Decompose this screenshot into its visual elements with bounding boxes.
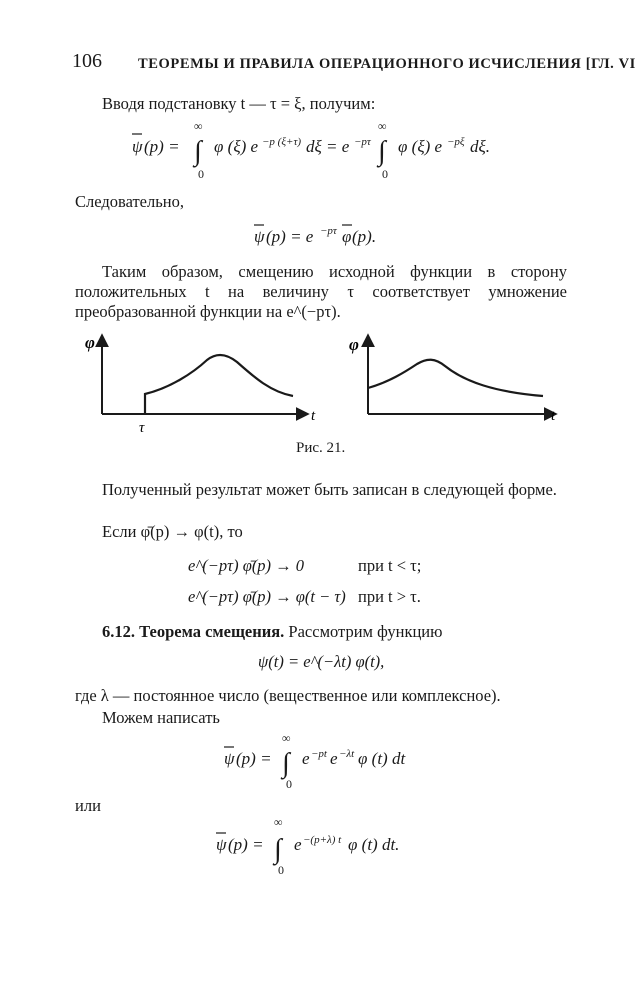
svg-text:(p) = e: (p) = e [266, 227, 314, 246]
svg-text:0: 0 [278, 863, 284, 877]
equation-2 [248, 218, 408, 252]
svg-text:φ (t) dt: φ (t) dt [358, 749, 406, 768]
section-number: 6.12. [102, 622, 135, 641]
left-x-label: t [311, 408, 316, 424]
figure-caption: Рис. 21. [296, 440, 346, 456]
svg-text:∫: ∫ [194, 136, 202, 167]
svg-text:−pt: −pt [311, 748, 327, 760]
svg-text:−pτ: −pτ [354, 136, 371, 148]
svg-text:∞: ∞ [274, 815, 283, 829]
svg-text:∞: ∞ [194, 119, 203, 133]
svg-text:ψ: ψ [254, 227, 265, 246]
svg-text:(p) =: (p) = [236, 749, 272, 768]
svg-text:0: 0 [382, 167, 388, 181]
condition-1-expression: e^(−pτ) φ̄(p) → 0 [188, 556, 305, 575]
right-y-label: φ [349, 335, 359, 354]
result-paragraph: Полученный результат может быть записан в следующей форме. [102, 480, 557, 499]
left-shifted-curve [145, 355, 293, 414]
svg-text:∫: ∫ [378, 136, 386, 167]
svg-text:(p) =: (p) = [144, 137, 180, 156]
svg-text:0: 0 [198, 167, 204, 181]
figure-21 [75, 328, 575, 438]
svg-text:e: e [330, 749, 338, 768]
svg-text:φ (ξ) e: φ (ξ) e [214, 137, 259, 156]
svg-text:0: 0 [286, 777, 292, 791]
svg-text:dξ.: dξ. [470, 137, 491, 156]
svg-text:ψ: ψ [132, 137, 143, 156]
equation-1 [120, 118, 540, 184]
equation-4 [218, 728, 448, 792]
svg-text:∫: ∫ [282, 748, 290, 779]
svg-text:∞: ∞ [282, 731, 291, 745]
left-tick-label: τ [139, 420, 145, 436]
section-heading [102, 622, 442, 642]
shift-paragraph: Таким образом, смещению исходной функции в сторону положительных t на величину τ соответствует умножение преобразованной функции на e^(−pτ). [75, 262, 567, 321]
running-title: ТЕОРЕМЫ И ПРАВИЛА ОПЕРАЦИОННОГО ИСЧИСЛЕНИЯ [ГЛ. VI [138, 56, 636, 72]
equation-5 [210, 812, 450, 878]
svg-text:ψ: ψ [224, 749, 235, 768]
svg-text:−pτ: −pτ [320, 225, 337, 237]
svg-text:−pξ: −pξ [447, 136, 465, 148]
if-line: Если φ̄(p) → φ(t), то [102, 522, 243, 541]
lambda-paragraph: где λ — постоянное число (вещественное или комплексное). [75, 686, 501, 705]
svg-text:∞: ∞ [378, 119, 387, 133]
condition-2-expression: e^(−pτ) φ̄(p) → φ(t − τ) [188, 587, 346, 606]
consequently-text: Следовательно, [75, 192, 184, 211]
left-y-label: φ [85, 333, 95, 352]
svg-text:(p) =: (p) = [228, 835, 264, 854]
svg-text:−(p+λ) t: −(p+λ) t [303, 834, 342, 846]
svg-text:−p (ξ+τ): −p (ξ+τ) [262, 136, 302, 148]
equation-3: ψ(t) = e^(−λt) φ(t), [258, 652, 385, 671]
section-title: Теорема смещения. [139, 622, 285, 641]
svg-text:(p).: (p). [352, 227, 377, 246]
right-x-label: t [551, 408, 556, 424]
right-plot [349, 335, 556, 424]
section-intro: Рассмотрим функцию [288, 622, 443, 641]
svg-text:−λt: −λt [339, 748, 355, 760]
can-write-text: Можем написать [102, 708, 220, 727]
intro-substitution-text: Вводя подстановку t — τ = ξ, получим: [102, 94, 376, 113]
svg-text:dξ = e: dξ = e [306, 137, 350, 156]
svg-text:φ (t) dt.: φ (t) dt. [348, 835, 400, 854]
svg-text:e: e [302, 749, 310, 768]
page-number: 106 [72, 50, 102, 72]
left-plot [85, 333, 316, 436]
svg-text:ψ: ψ [216, 835, 227, 854]
svg-text:φ: φ [342, 227, 352, 246]
condition-2-when: при t > τ. [358, 587, 421, 606]
svg-text:φ (ξ) e: φ (ξ) e [398, 137, 443, 156]
or-text: или [75, 796, 101, 815]
svg-text:∫: ∫ [274, 834, 282, 865]
svg-text:e: e [294, 835, 302, 854]
right-original-curve [368, 360, 543, 396]
condition-1-when: при t < τ; [358, 556, 422, 575]
